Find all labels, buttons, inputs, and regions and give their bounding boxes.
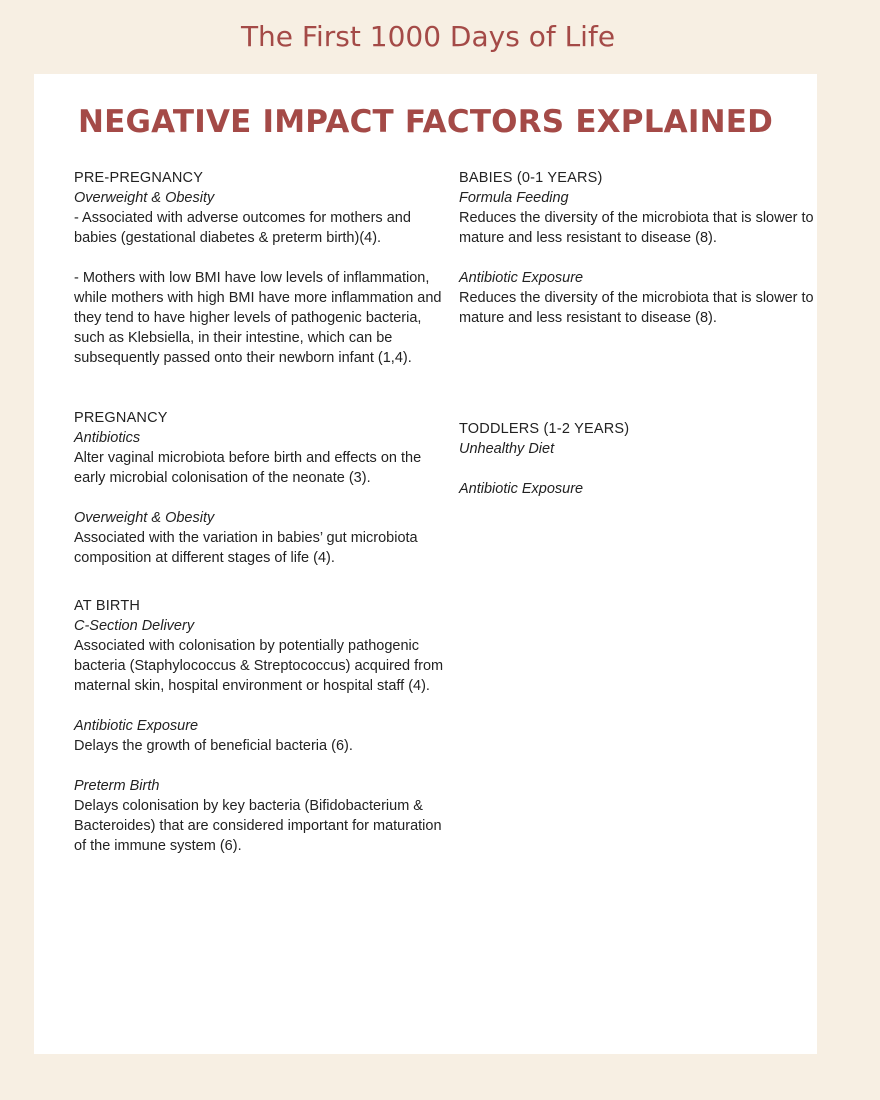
factor-label: Overweight & Obesity (74, 190, 215, 206)
factor-label: Antibiotic Exposure (459, 270, 584, 286)
toddlers-section (459, 419, 829, 499)
factor-description: - Associated with adverse outcomes for mothers and babies (gestational diabetes & preterm birth)(4). (74, 210, 411, 246)
babies-section (459, 168, 829, 328)
left-column (74, 168, 444, 856)
content-card (34, 74, 817, 1054)
factor-label: Overweight & Obesity (74, 510, 215, 526)
factor-label: Antibiotic Exposure (74, 718, 199, 734)
factor-label: Formula Feeding (459, 190, 569, 206)
factor-label: Unhealthy Diet (459, 441, 555, 457)
factor-label: Antibiotic Exposure (459, 481, 584, 497)
factor-description: Associated with colonisation by potentially pathogenic bacteria (Staphylococcus & Streptococcus) acquired from maternal skin, hospital environment or hospital staff (4). (74, 638, 444, 694)
factor-description: Delays colonisation by key bacteria (Bifidobacterium & Bacteroides) that are considered important for maturation of the immune system (6). (74, 798, 442, 854)
factor-label: Preterm Birth (74, 778, 160, 794)
factor-label: Antibiotics (74, 430, 141, 446)
page-title: The First 1000 Days of Life (240, 20, 616, 53)
factor-description: Alter vaginal microbiota before birth and effects on the early microbial colonisation of the neonate (3). (74, 450, 422, 486)
pre-pregnancy-section (74, 168, 444, 368)
factor-description: Delays the growth of beneficial bacteria (6). (74, 738, 353, 754)
stage-label: AT BIRTH (74, 598, 141, 614)
factor-label: C-Section Delivery (74, 618, 195, 634)
factor-description: Associated with the variation in babies’ gut microbiota composition at different stages of life (4). (74, 530, 418, 566)
pregnancy-section (74, 408, 444, 568)
factor-description: Reduces the diversity of the microbiota that is slower to mature and less resistant to disease (8). (459, 290, 814, 326)
at-birth-section (74, 596, 444, 856)
right-column (459, 168, 829, 499)
stage-label: BABIES (0-1 YEARS) (459, 170, 603, 186)
factor-description: Reduces the diversity of the microbiota that is slower to mature and less resistant to disease (8). (459, 210, 814, 246)
stage-label: PREGNANCY (74, 410, 168, 426)
stage-label: TODDLERS (1-2 YEARS) (459, 421, 630, 437)
section-heading: NEGATIVE IMPACT FACTORS EXPLAINED (77, 104, 774, 140)
factor-description: - Mothers with low BMI have low levels of inflammation, while mothers with high BMI have more inflammation and they tend to have higher levels of pathogenic bacteria, such as Klebsiella, in their intestine, which can be subsequently passed onto their newborn infant (1,4). (74, 270, 442, 366)
stage-label: PRE-PREGNANCY (74, 170, 204, 186)
